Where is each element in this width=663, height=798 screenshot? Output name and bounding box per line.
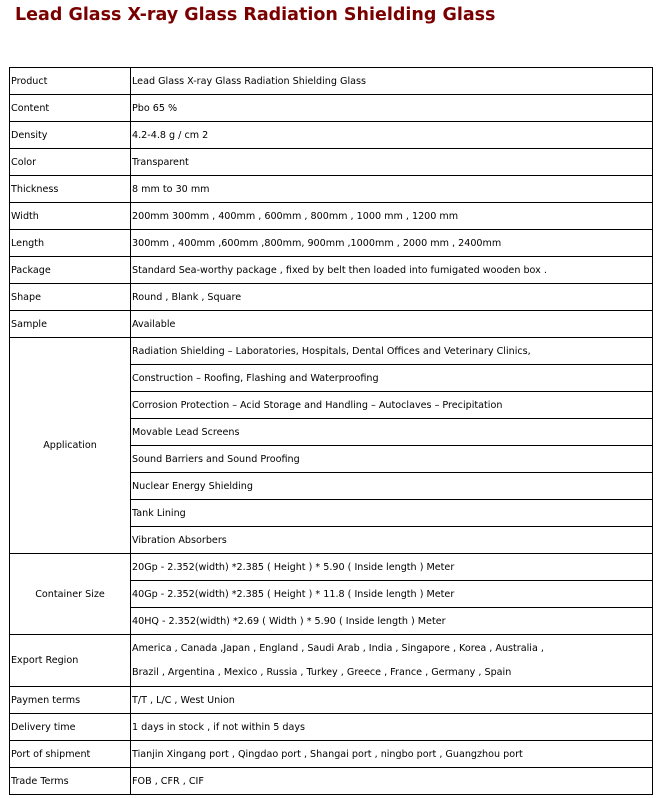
- table-row: [10, 714, 653, 741]
- table-row: [10, 95, 653, 122]
- row-key: Trade Terms: [10, 768, 131, 795]
- application-value: Corrosion Protection – Acid Storage and Handling – Autoclaves – Precipitation: [131, 392, 653, 419]
- table-row: [10, 768, 653, 795]
- table-row: [10, 230, 653, 257]
- application-value: Movable Lead Screens: [131, 419, 653, 446]
- page-title: Lead Glass X-ray Glass Radiation Shielding Glass: [15, 5, 496, 25]
- row-value: 200mm 300mm , 400mm , 600mm , 800mm , 1000 mm , 1200 mm: [131, 203, 653, 230]
- row-value: Available: [131, 311, 653, 338]
- row-key: Port of shipment: [10, 741, 131, 768]
- application-value: Radiation Shielding – Laboratories, Hospitals, Dental Offices and Veterinary Clinics,: [131, 338, 653, 365]
- row-value: FOB , CFR , CIF: [131, 768, 653, 795]
- application-value: Tank Lining: [131, 500, 653, 527]
- table-row: [10, 257, 653, 284]
- table-row: [10, 203, 653, 230]
- row-value: 4.2-4.8 g / cm 2: [131, 122, 653, 149]
- row-key: Paymen terms: [10, 687, 131, 714]
- container-value: 40Gp - 2.352(width) *2.385 ( Height ) * 11.8 ( Inside length ) Meter: [131, 581, 653, 608]
- table-row: [10, 741, 653, 768]
- row-key: Sample: [10, 311, 131, 338]
- row-key: Density: [10, 122, 131, 149]
- row-value: Transparent: [131, 149, 653, 176]
- table-row: [10, 122, 653, 149]
- row-key: Delivery time: [10, 714, 131, 741]
- export-line: Brazil , Argentina , Mexico , Russia , Turkey , Greece , France , Germany , Spain: [132, 666, 512, 678]
- row-key: Length: [10, 230, 131, 257]
- row-value: 300mm , 400mm ,600mm ,800mm, 900mm ,1000mm , 2000 mm , 2400mm: [131, 230, 653, 257]
- table-row: [10, 687, 653, 714]
- row-key: Thickness: [10, 176, 131, 203]
- application-value: Sound Barriers and Sound Proofing: [131, 446, 653, 473]
- row-value: 8 mm to 30 mm: [131, 176, 653, 203]
- row-value: Round , Blank , Square: [131, 284, 653, 311]
- table-row: [10, 635, 653, 687]
- application-key: Application: [10, 338, 131, 554]
- table-row: [10, 338, 653, 365]
- spec-table: [9, 67, 653, 795]
- row-value: Pbo 65 %: [131, 95, 653, 122]
- row-key: Color: [10, 149, 131, 176]
- export-key: Export Region: [10, 635, 131, 687]
- table-row: [10, 176, 653, 203]
- application-value: Construction – Roofing, Flashing and Waterproofing: [131, 365, 653, 392]
- table-row: [10, 149, 653, 176]
- container-value: 40HQ - 2.352(width) *2.69 ( Width ) * 5.90 ( Inside length ) Meter: [131, 608, 653, 635]
- row-value: Tianjin Xingang port , Qingdao port , Shangai port , ningbo port , Guangzhou port: [131, 741, 653, 768]
- container-value: 20Gp - 2.352(width) *2.385 ( Height ) * 5.90 ( Inside length ) Meter: [131, 554, 653, 581]
- row-value: Standard Sea-worthy package , fixed by belt then loaded into fumigated wooden box .: [131, 257, 653, 284]
- row-value: 1 days in stock , if not within 5 days: [131, 714, 653, 741]
- application-value: Vibration Absorbers: [131, 527, 653, 554]
- row-key: Package: [10, 257, 131, 284]
- table-row: [10, 311, 653, 338]
- container-key: Container Size: [10, 554, 131, 635]
- export-line: America , Canada ,Japan , England , Saudi Arab , India , Singapore , Korea , Australia ,: [132, 642, 544, 654]
- application-value: Nuclear Energy Shielding: [131, 473, 653, 500]
- table-row: [10, 554, 653, 581]
- table-row: [10, 284, 653, 311]
- row-key: Width: [10, 203, 131, 230]
- row-key: Product: [10, 68, 131, 95]
- row-key: Shape: [10, 284, 131, 311]
- row-value: Lead Glass X-ray Glass Radiation Shielding Glass: [131, 68, 653, 95]
- export-value: [131, 635, 653, 687]
- row-value: T/T , L/C , West Union: [131, 687, 653, 714]
- row-key: Content: [10, 95, 131, 122]
- table-row: [10, 68, 653, 95]
